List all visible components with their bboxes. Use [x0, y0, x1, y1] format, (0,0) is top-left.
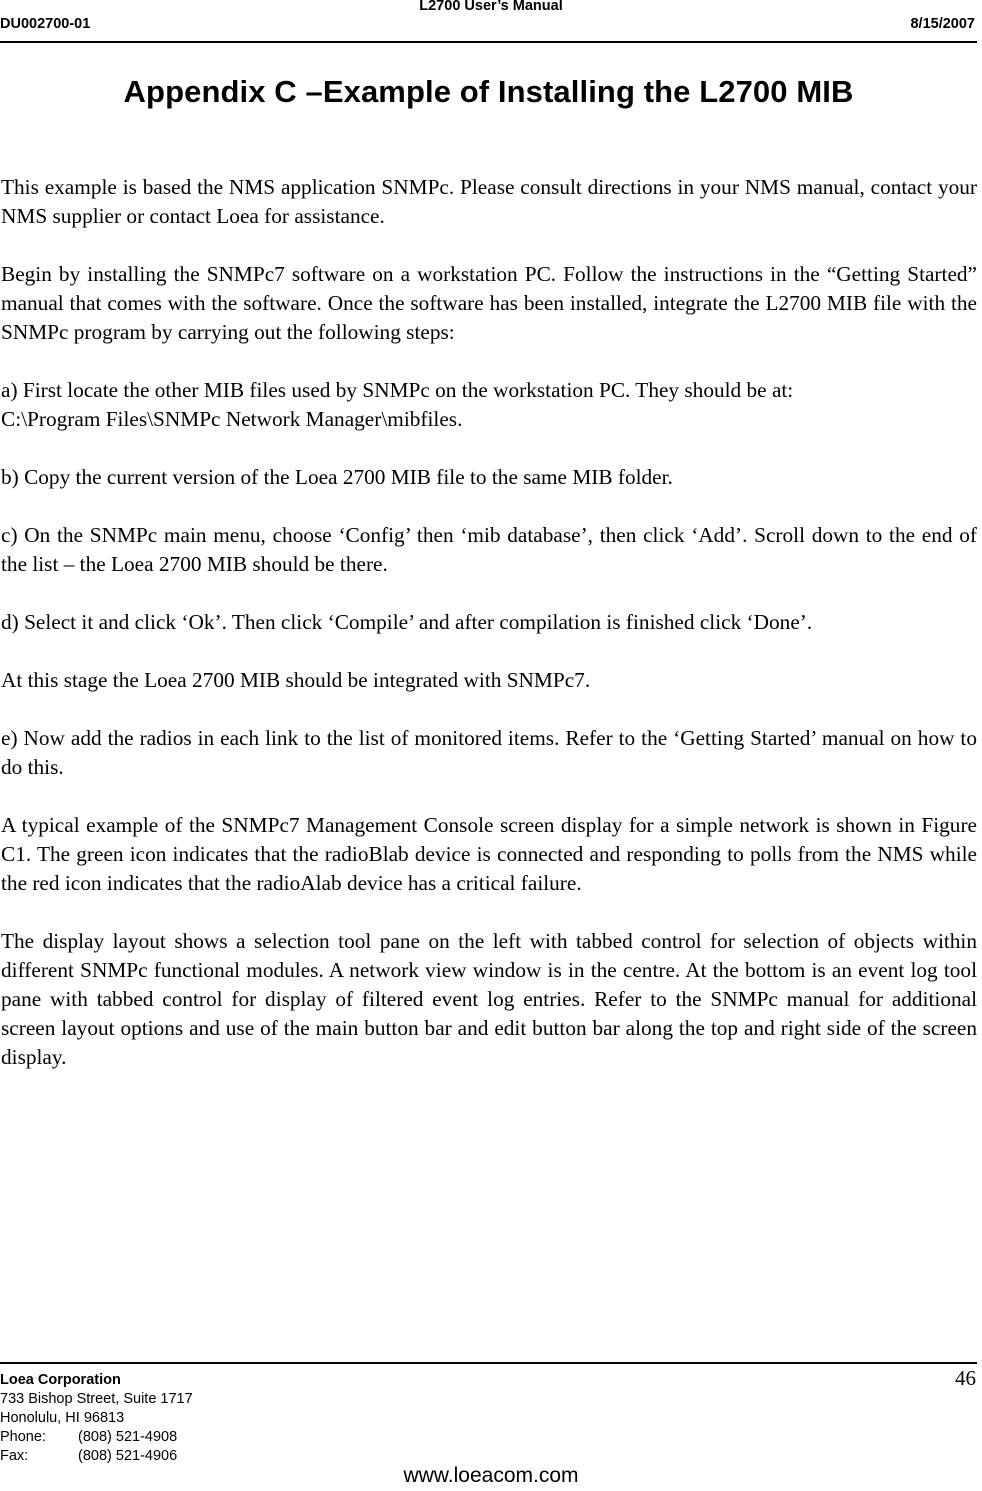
- step-a-text: a) First locate the other MIB files used by SNMPc on the workstation PC. They should be at:: [1, 378, 794, 402]
- fax-label: Fax:: [0, 1448, 29, 1464]
- paragraph-step-b: b) Copy the current version of the Loea 2700 MIB file to the same MIB folder.: [1, 465, 673, 489]
- footer-address-line1: 733 Bishop Street, Suite 1717: [0, 1391, 193, 1407]
- paragraph-layout: The display layout shows a selection tool pane on the left with tabbed control for selection of objects within different SNMPc functional modules. A network view window is in the centre. At the bottom is an event log tool pane with tabbed control for display of filtered event log entries. Refer to the SNMPc manual for additional screen layout options and use of the main button bar and edit button bar along the top and right side of the screen display.: [1, 929, 977, 1069]
- footer-company: Loea Corporation: [0, 1372, 121, 1388]
- footer-phone: [0, 1429, 177, 1445]
- phone-number: (808) 521-4908: [78, 1429, 178, 1445]
- paragraph-stage: At this stage the Loea 2700 MIB should be integrated with SNMPc7.: [1, 668, 591, 692]
- header-doc-id: DU002700-01: [0, 16, 91, 32]
- fax-number: (808) 521-4906: [78, 1448, 178, 1464]
- footer-fax: [0, 1448, 177, 1464]
- footer-divider: [0, 1362, 977, 1364]
- paragraph-step-d: d) Select it and click ‘Ok’. Then click ‘Compile’ and after compilation is finished click ‘Done’.: [1, 610, 813, 634]
- phone-label: Phone:: [0, 1429, 46, 1445]
- page-heading: Appendix C –Example of Installing the L2700 MIB: [123, 74, 854, 109]
- header-divider: [0, 41, 977, 43]
- paragraph-step-e: e) Now add the radios in each link to the list of monitored items. Refer to the ‘Getting Started’ manual on how to do this.: [1, 726, 977, 779]
- footer-website: www.loeacom.com: [403, 1464, 579, 1487]
- paragraph-step-c: c) On the SNMPc main menu, choose ‘Config’ then ‘mib database’, then click ‘Add’. Scroll down to the end of the list – the Loea 2700 MIB should be there.: [1, 523, 977, 576]
- footer-address-line2: Honolulu, HI 96813: [0, 1410, 125, 1426]
- paragraph-install: Begin by installing the SNMPc7 software on a workstation PC. Follow the instructions in the “Getting Started” manual that comes with the software. Once the software has been installed, integrate the L2700 MIB file with the SNMPc program by carrying out the following steps:: [1, 262, 977, 344]
- header-title: L2700 User’s Manual: [419, 0, 563, 14]
- step-a-path: C:\Program Files\SNMPc Network Manager\mibfiles.: [1, 407, 463, 431]
- page-number: 46: [955, 1366, 976, 1390]
- paragraph-intro: This example is based the NMS application SNMPc. Please consult directions in your NMS manual, contact your NMS supplier or contact Loea for assistance.: [1, 175, 977, 228]
- body-text: [1, 173, 977, 1101]
- header-date: 8/15/2007: [910, 16, 975, 32]
- paragraph-step-a: [1, 376, 977, 434]
- paragraph-example: A typical example of the SNMPc7 Management Console screen display for a simple network is shown in Figure C1. The green icon indicates that the radioBlab device is connected and responding to polls from the NMS while the red icon indicates that the radioAlab device has a critical failure.: [1, 813, 977, 895]
